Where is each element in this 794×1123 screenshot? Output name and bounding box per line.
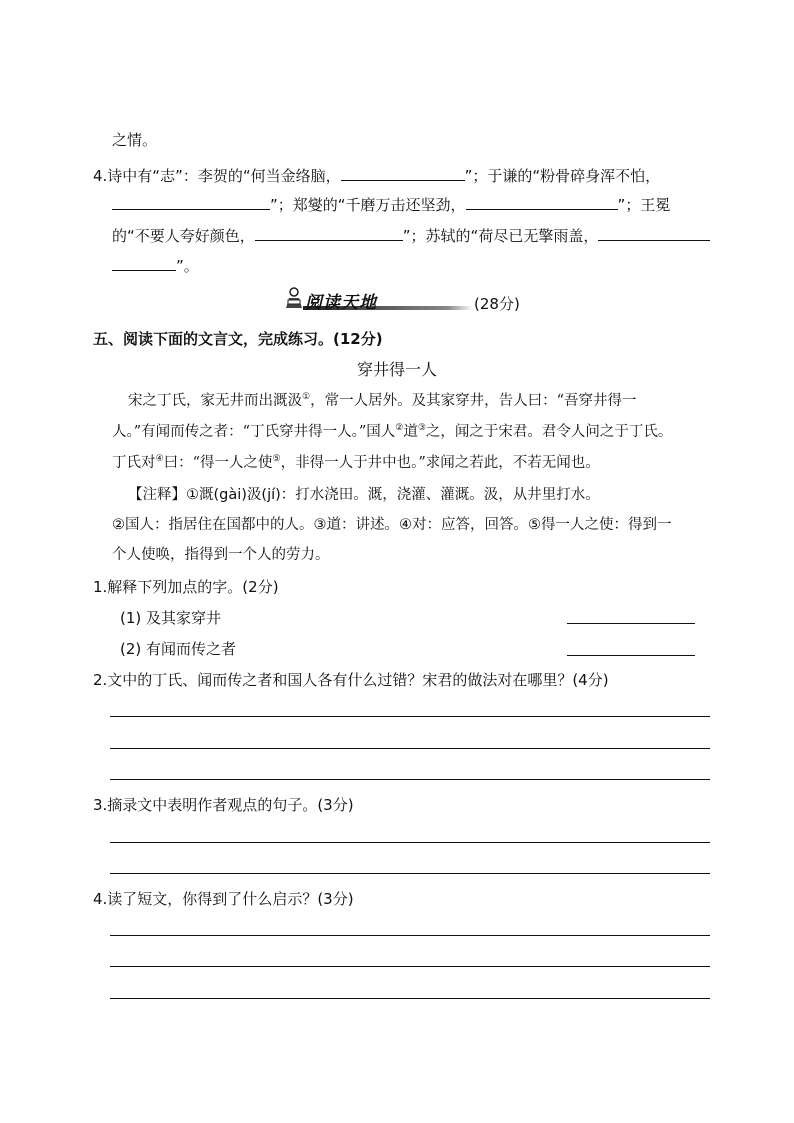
q4-blank-5[interactable] <box>598 224 710 241</box>
q4-answer-line-1[interactable] <box>110 935 710 936</box>
banner-score: (28分) <box>474 295 520 313</box>
footnote-4-marker: ④ <box>155 454 164 465</box>
passage-text: 宋之丁氏，家无井而出溉汲 <box>128 393 302 409</box>
q3-answer-line-1[interactable] <box>110 842 710 843</box>
passage-text: 之，闻之于宋君。君令人问之于丁氏。 <box>425 424 673 440</box>
passage-line-3 <box>112 453 600 473</box>
footnote-3-marker: ③ <box>417 423 426 434</box>
question-2: 2.文中的丁氏、闻而传之者和国人各有什么过错？宋君的做法对在哪里？(4分) <box>93 671 609 689</box>
q4-mid-3: ”；王冕 <box>617 196 671 214</box>
question-4-line-2 <box>112 193 670 215</box>
reading-person-icon <box>283 286 305 310</box>
passage-text: ，非得一人于井中也。”求闻之若此，不若无闻也。 <box>280 455 600 471</box>
q2-answer-line-2[interactable] <box>110 748 710 749</box>
q1-answer-line-a[interactable] <box>567 623 695 624</box>
notes-line-3: 个人使唤，指得到一个人的劳力。 <box>112 547 330 563</box>
q4-mid-2: ”；郑燮的“千磨万击还坚劲， <box>270 196 466 214</box>
question-3: 3.摘录文中表明作者观点的句子。(3分) <box>93 796 354 814</box>
question-1: 1.解释下列加点的字。(2分) <box>93 578 279 596</box>
q2-answer-line-3[interactable] <box>110 779 710 780</box>
section-heading: 五、阅读下面的文言文，完成练习。(12分) <box>93 330 383 348</box>
q4-answer-line-3[interactable] <box>110 998 710 999</box>
passage-text: ，常一人居外。及其家穿井，告人曰：“吾穿井得一 <box>310 393 637 409</box>
question-4: 4.读了短文，你得到了什么启示？(3分) <box>93 890 354 908</box>
passage-line-1 <box>128 391 637 411</box>
q3-answer-line-2[interactable] <box>110 873 710 874</box>
q4-blank-4[interactable] <box>255 224 403 241</box>
passage-line-2 <box>112 422 672 442</box>
q4-line3-a: 的“不要人夸好颜色， <box>112 227 255 245</box>
question-4-line-4 <box>112 254 199 276</box>
q4-blank-6[interactable] <box>112 254 176 271</box>
q1-answer-line-b[interactable] <box>567 655 695 656</box>
footnote-2-marker: ② <box>395 423 404 434</box>
prev-question-continuation: 之情。 <box>112 131 158 149</box>
section-banner <box>283 286 473 312</box>
q4-blank-1[interactable] <box>341 164 465 181</box>
passage-title: 穿井得一人 <box>356 360 437 379</box>
footnote-5-marker: ⑤ <box>272 454 281 465</box>
q4-line3-b: ”；苏轼的“荷尽已无擎雨盖， <box>402 227 599 245</box>
notes-line-2: ②国人：指居住在国都中的人。③道：讲述。④对：应答，回答。⑤得一人之使：得到一 <box>112 517 672 533</box>
q4-answer-line-2[interactable] <box>110 966 710 967</box>
q4-end: ”。 <box>176 257 199 275</box>
passage-text: 曰：“得一人之使 <box>163 455 273 471</box>
question-4-line-3 <box>112 224 710 246</box>
q4-prefix: 4.诗中有“志”：李贺的“何当金络脑， <box>93 167 341 185</box>
passage-text: 道 <box>403 424 418 440</box>
question-1-item-a: (1) 及其家穿井 <box>120 609 222 627</box>
q4-blank-3[interactable] <box>466 193 618 210</box>
question-1-item-b: (2) 有闻而传之者 <box>120 640 237 658</box>
notes-line-1: 【注释】①溉(gài)汲(jí)：打水浇田。溉，浇灌、灌溉。汲，从井里打水。 <box>128 487 600 503</box>
q4-blank-2[interactable] <box>112 193 270 210</box>
question-4-line-1 <box>93 164 660 186</box>
passage-text: 丁氏对 <box>112 455 156 471</box>
q2-answer-line-1[interactable] <box>110 716 710 717</box>
q4-mid-1: ”；于谦的“粉骨碎身浑不怕， <box>464 167 661 185</box>
banner-title: 阅读天地 <box>305 293 377 313</box>
footnote-1-marker: ① <box>302 392 311 403</box>
passage-text: 人。”有闻而传之者：“丁氏穿井得一人。”国人 <box>112 424 396 440</box>
